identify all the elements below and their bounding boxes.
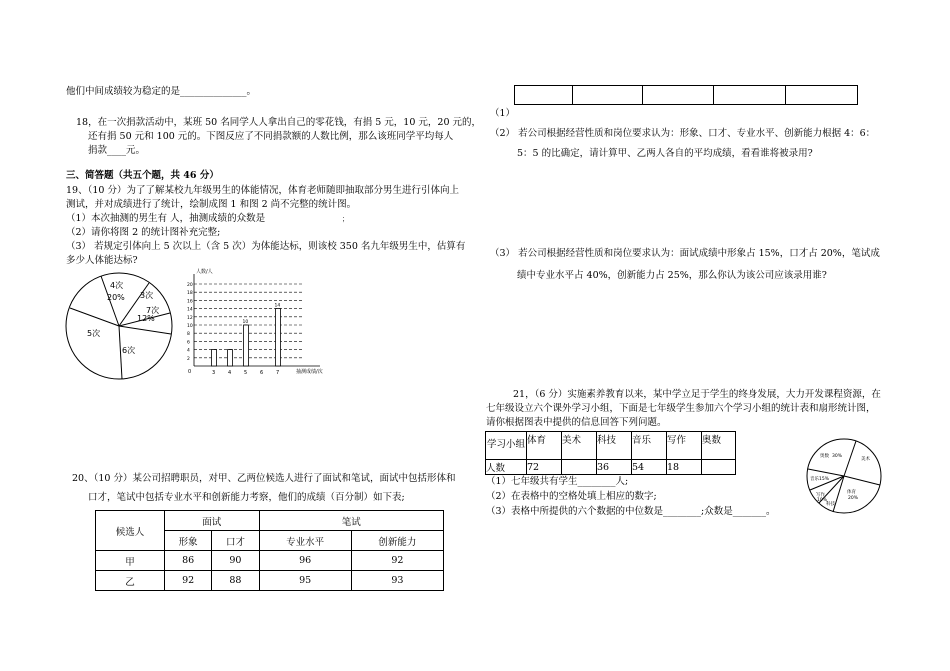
table21-header-group: 学习小组	[486, 432, 527, 460]
bar2-ytick-label: 16	[187, 299, 193, 305]
q18-line1: 18，在一次捐款活动中，某班 50 名同学人人拿出自己的零花钱，有捐 5 元，10 元，20 元的，	[76, 117, 482, 128]
table20-cell: 95	[259, 571, 351, 591]
table21-cell: 18	[667, 460, 702, 475]
pie3-slice-math	[808, 469, 844, 476]
table-row	[96, 551, 444, 571]
q20-line1: 20、（10 分）某公司招聘职员，对甲、乙两位候选人进行了面试和笔试，面试中包括形体和	[72, 473, 456, 484]
bar2-bar	[244, 325, 249, 366]
table21-header-art: 美术	[562, 432, 597, 460]
pie3-annot-2: 10%	[817, 498, 828, 503]
bar2-bar	[276, 309, 281, 366]
blank-cell	[642, 86, 714, 105]
bar2-xlabel: 抽测成绩/次	[296, 369, 323, 375]
table21-cell: 36	[597, 460, 632, 475]
table20-cell: 90	[212, 551, 259, 571]
pie1-label-3: 5次	[87, 329, 101, 338]
table21-cell: 72	[527, 460, 562, 475]
q21-line2: 七年级设立六个课外学习小组，下面是七年级学生参加六个学习小组的统计表和扇形统计图，	[486, 403, 876, 414]
table20-sub-innovation: 创新能力	[351, 531, 443, 551]
q20-line2: 口才，笔试中包括专业水平和创新能力考察，他们的成绩（百分制）如下表;	[88, 492, 405, 503]
table21-header-writing: 写作	[667, 432, 702, 460]
table21-row-label: 人数	[486, 460, 527, 475]
q19-line3: （1）本次抽测的男生有 人，抽测成绩的众数是	[66, 213, 266, 224]
q20-part2-line2: 5：5 的比确定，请计算甲、乙两人各自的平均成绩，看看谁将被录用?	[517, 148, 813, 159]
pie3-annot-1: 15%	[819, 477, 830, 482]
table20-cell: 86	[165, 551, 212, 571]
pie1-label-2: 7次	[146, 306, 160, 315]
club-pie-chart	[806, 438, 886, 518]
q19-line4: （2）请你将图 2 的统计图补充完整;	[66, 227, 221, 238]
score-table	[95, 510, 444, 591]
pie1-annot-0: 20%	[107, 293, 125, 302]
pie3-annot-3: 20%	[848, 496, 859, 501]
q18-line2: 还有捐 50 元和 100 元的。下图反应了不同捐款额的人数比例，那么该班同学平均每人	[88, 131, 454, 142]
table20-cell: 96	[259, 551, 351, 571]
table20-header-written: 笔试	[259, 511, 443, 531]
bar2-ytick-label: 12	[187, 315, 193, 321]
bar2-ytick-label: 14	[187, 307, 193, 313]
pie3-label-2: 写作	[816, 493, 825, 498]
bar2-bar	[212, 350, 217, 366]
q21-item2: （2）在表格中的空格处填上相应的数字;	[486, 491, 657, 502]
bar2-ytick-label: 8	[187, 332, 190, 338]
bar2-data-label: 14	[274, 303, 281, 309]
table20-cell: 92	[165, 571, 212, 591]
table20-cell: 乙	[96, 571, 165, 591]
bar2-ytick-label: 18	[187, 291, 193, 297]
pie3-label-4: 美术	[861, 457, 870, 462]
bar2-origin-label: 0	[188, 369, 192, 375]
table20-sub-expertise: 专业水平	[259, 531, 351, 551]
q21-item1: （1）七年级共有学生________人;	[486, 476, 629, 487]
table20-cell: 92	[351, 551, 443, 571]
table20-cell: 93	[351, 571, 443, 591]
pie3-slice-art	[844, 441, 856, 476]
bar2-ytick-label: 4	[187, 348, 190, 354]
pie1-label-1: 3次	[140, 291, 154, 300]
fig1-pie-chart	[64, 272, 174, 382]
q21-item3: （3）表格中所提供的六个数据的中位数是________;众数是_______。	[486, 506, 776, 517]
bar2-data-label: 10	[242, 320, 249, 325]
q19-line6: 多少人体能达标?	[66, 255, 138, 266]
table20-cell: 甲	[96, 551, 165, 571]
q19-mark: ；	[342, 215, 349, 223]
table20-header-interview: 面试	[165, 511, 260, 531]
table21-header-math: 奥数	[702, 432, 736, 460]
table21-header-science: 科技	[597, 432, 632, 460]
fig2-bar-chart	[186, 268, 346, 378]
q19-line1: 19、（10 分）为了了解某校九年级男生的体能情况，体育老师随即抽取部分男生进行引体向上	[66, 185, 459, 196]
q19-line2: 测试，并对成绩进行了统计，绘制成图 1 和图 2 尚不完整的统计图。	[66, 199, 357, 210]
bar2-ytick-label: 10	[187, 324, 193, 329]
q20-part2-line1: （2） 若公司根据经营性质和岗位要求认为：形象、口才、专业水平、创新能力根据 4：6：	[490, 128, 876, 139]
table20-header-candidate: 候选人	[96, 511, 165, 551]
pie1-slice-6	[70, 308, 119, 326]
table21-header-sports: 体育	[527, 432, 562, 460]
bar2-ytick-label: 20	[187, 283, 193, 288]
bar2-xtick-label: 7	[276, 370, 280, 376]
q20-part1: （1）	[490, 108, 516, 119]
blank-cell	[714, 86, 786, 105]
bar2-xtick-label: 3	[212, 370, 216, 376]
bar2-xtick-label: 6	[260, 370, 264, 376]
table21-cell	[562, 460, 597, 475]
pie3-label-5: 体育	[847, 490, 856, 495]
q18-line3: 捐款____元。	[88, 145, 146, 156]
bar2-ylabel: 人数/人	[196, 269, 213, 275]
section3-heading: 三、简答题（共五个题，共 46 分）	[66, 170, 219, 181]
q21-line3: 请你根据图表中提供的信息回答下列问题。	[486, 417, 667, 428]
table21-cell: 54	[632, 460, 667, 475]
q17-tail: 他们中间成绩较为稳定的是______________。	[66, 86, 257, 97]
table20-sub-eloquence: 口才	[212, 531, 259, 551]
blank-cell	[786, 86, 858, 105]
table-row	[96, 571, 444, 591]
pie1-slice-5	[119, 326, 171, 334]
club-table	[485, 431, 736, 475]
bar2-xtick-label: 4	[228, 370, 232, 376]
blank-cell	[515, 86, 573, 105]
blank-cell	[572, 86, 642, 105]
table21-cell	[702, 460, 736, 475]
table-row	[486, 460, 736, 475]
pie3-slice-sports	[844, 476, 880, 485]
table20-cell: 88	[212, 571, 259, 591]
blank-answer-table	[514, 85, 858, 105]
pie3-label-3: 科技	[826, 502, 835, 507]
pie1-label-4: 6次	[122, 346, 136, 355]
q19-line5: （3） 若规定引体向上 5 次以上（含 5 次）为体能达标，则该校 350 名九年级男生中，估算有	[66, 241, 466, 252]
bar2-ytick-label: 2	[187, 356, 190, 362]
pie1-label-0: 4次	[110, 281, 124, 290]
bar2-ytick-label: 6	[187, 340, 190, 346]
q21-line1: 21，（6 分）实施素养教育以来，某中学立足于学生的终身发展，大力开发课程资源，在	[513, 389, 881, 400]
pie3-label-1: 音乐	[810, 477, 819, 482]
q20-part3-line2: 绩中专业水平占 40%，创新能力占 25%，那么你认为该公司应该录用谁?	[517, 270, 827, 281]
pie3-annot-0: 30%	[832, 454, 843, 459]
bar2-bar	[228, 350, 233, 366]
pie3-label-0: 奥数	[820, 454, 829, 459]
bar2-xtick-label: 5	[244, 370, 248, 376]
pie1-annot-1: 12%	[137, 314, 155, 323]
q20-part3-line1: （3） 若公司根据经营性质和岗位要求认为：面试成绩中形象占 15%，口才占 20%，笔试成	[490, 248, 880, 259]
table21-header-music: 音乐	[632, 432, 667, 460]
table20-sub-appearance: 形象	[165, 531, 212, 551]
